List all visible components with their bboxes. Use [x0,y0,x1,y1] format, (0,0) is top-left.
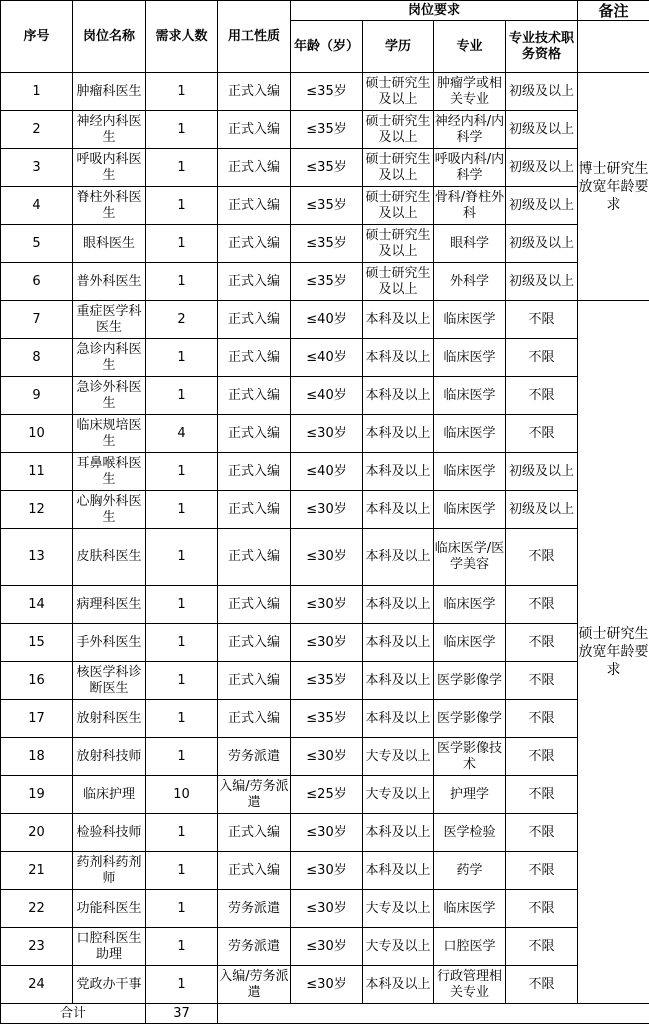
position-name-cell: 功能科医生 [73,890,146,928]
headcount-cell: 1 [146,814,218,852]
professional-title-cell: 初级及以上 [506,491,578,529]
headcount-cell: 10 [146,776,218,814]
education-cell: 硕士研究生及以上 [363,149,434,187]
major-cell: 临床医学 [434,491,506,529]
age-cell: ≤40岁 [291,453,363,491]
major-cell: 临床医学/医学美容 [434,529,506,586]
seq-cell: 22 [1,890,73,928]
position-name-cell: 心胸外科医生 [73,491,146,529]
professional-title-cell: 不限 [506,814,578,852]
professional-title-cell: 不限 [506,339,578,377]
table-row [1,738,649,776]
education-cell: 大专及以上 [363,776,434,814]
education-cell: 本科及以上 [363,852,434,890]
table-row [1,111,649,149]
age-cell: ≤30岁 [291,491,363,529]
header-requirements: 岗位要求 [291,1,578,21]
headcount-cell: 1 [146,377,218,415]
age-cell: ≤35岁 [291,187,363,225]
headcount-cell: 1 [146,491,218,529]
age-cell: ≤30岁 [291,928,363,966]
education-cell: 硕士研究生及以上 [363,225,434,263]
major-cell: 医学影像技术 [434,738,506,776]
employment-type-cell: 正式入编 [218,263,291,301]
major-cell: 骨科/脊柱外科 [434,187,506,225]
major-cell: 行政管理相关专业 [434,966,506,1004]
total-empty [218,1004,649,1024]
education-cell: 本科及以上 [363,700,434,738]
total-label: 合计 [1,1004,146,1024]
header-headcount: 需求人数 [146,1,218,73]
position-name-cell: 放射科技师 [73,738,146,776]
seq-cell: 9 [1,377,73,415]
seq-cell: 18 [1,738,73,776]
professional-title-cell: 不限 [506,529,578,586]
age-cell: ≤30岁 [291,890,363,928]
headcount-cell: 1 [146,529,218,586]
age-cell: ≤35岁 [291,225,363,263]
position-name-cell: 药剂科药剂师 [73,852,146,890]
seq-cell: 7 [1,301,73,339]
education-cell: 硕士研究生及以上 [363,73,434,111]
headcount-cell: 1 [146,263,218,301]
professional-title-cell: 不限 [506,415,578,453]
headcount-cell: 1 [146,624,218,662]
position-name-cell: 急诊外科医生 [73,377,146,415]
table-row [1,377,649,415]
professional-title-cell: 不限 [506,776,578,814]
position-name-cell: 肿瘤科医生 [73,73,146,111]
age-cell: ≤25岁 [291,776,363,814]
headcount-cell: 1 [146,339,218,377]
professional-title-cell: 初级及以上 [506,111,578,149]
professional-title-cell: 不限 [506,586,578,624]
employment-type-cell: 正式入编 [218,586,291,624]
seq-cell: 20 [1,814,73,852]
header-employment-type: 用工性质 [218,1,291,73]
table-row [1,624,649,662]
age-cell: ≤35岁 [291,149,363,187]
professional-title-cell: 初级及以上 [506,263,578,301]
position-name-cell: 临床护理 [73,776,146,814]
headcount-cell: 1 [146,852,218,890]
header-position-name: 岗位名称 [73,1,146,73]
table-row [1,662,649,700]
professional-title-cell: 不限 [506,966,578,1004]
education-cell: 大专及以上 [363,928,434,966]
professional-title-cell: 初级及以上 [506,453,578,491]
employment-type-cell: 正式入编 [218,339,291,377]
professional-title-cell: 不限 [506,890,578,928]
position-name-cell: 耳鼻喉科医生 [73,453,146,491]
headcount-cell: 1 [146,149,218,187]
table-row [1,187,649,225]
table-row [1,301,649,339]
position-name-cell: 放射科医生 [73,700,146,738]
professional-title-cell: 不限 [506,662,578,700]
major-cell: 临床医学 [434,301,506,339]
professional-title-cell: 不限 [506,624,578,662]
position-name-cell: 神经内科医生 [73,111,146,149]
age-cell: ≤35岁 [291,700,363,738]
header-education: 学历 [363,21,434,73]
headcount-cell: 1 [146,453,218,491]
headcount-cell: 1 [146,662,218,700]
professional-title-cell: 初级及以上 [506,149,578,187]
major-cell: 临床医学 [434,339,506,377]
seq-cell: 3 [1,149,73,187]
seq-cell: 24 [1,966,73,1004]
table-row [1,149,649,187]
major-cell: 护理学 [434,776,506,814]
employment-type-cell: 劳务派遣 [218,890,291,928]
position-name-cell: 病理科医生 [73,586,146,624]
headcount-cell: 1 [146,586,218,624]
employment-type-cell: 正式入编 [218,852,291,890]
table-row [1,529,649,586]
position-name-cell: 普外科医生 [73,263,146,301]
table-row [1,928,649,966]
table-row [1,966,649,1004]
employment-type-cell: 劳务派遣 [218,738,291,776]
professional-title-cell: 初级及以上 [506,225,578,263]
major-cell: 临床医学 [434,453,506,491]
education-cell: 本科及以上 [363,453,434,491]
age-cell: ≤30岁 [291,415,363,453]
seq-cell: 15 [1,624,73,662]
age-cell: ≤30岁 [291,738,363,776]
major-cell: 眼科学 [434,225,506,263]
employment-type-cell: 入编/劳务派遣 [218,776,291,814]
table-row [1,263,649,301]
position-name-cell: 核医学科诊断医生 [73,662,146,700]
position-name-cell: 呼吸内科医生 [73,149,146,187]
professional-title-cell: 不限 [506,738,578,776]
age-cell: ≤30岁 [291,814,363,852]
seq-cell: 8 [1,339,73,377]
header-professional-title: 专业技术职务资格 [506,21,578,73]
seq-cell: 23 [1,928,73,966]
age-cell: ≤40岁 [291,377,363,415]
employment-type-cell: 正式入编 [218,377,291,415]
age-cell: ≤40岁 [291,339,363,377]
headcount-cell: 1 [146,890,218,928]
age-cell: ≤30岁 [291,529,363,586]
table-row [1,700,649,738]
employment-type-cell: 正式入编 [218,491,291,529]
position-name-cell: 口腔科医生助理 [73,928,146,966]
major-cell: 临床医学 [434,415,506,453]
employment-type-cell: 正式入编 [218,301,291,339]
headcount-cell: 1 [146,187,218,225]
employment-type-cell: 正式入编 [218,700,291,738]
headcount-cell: 1 [146,928,218,966]
headcount-cell: 2 [146,301,218,339]
major-cell: 医学检验 [434,814,506,852]
header-row-1 [1,1,649,21]
education-cell: 大专及以上 [363,738,434,776]
education-cell: 硕士研究生及以上 [363,111,434,149]
position-name-cell: 手外科医生 [73,624,146,662]
table-row [1,586,649,624]
seq-cell: 21 [1,852,73,890]
header-major: 专业 [434,21,506,73]
age-cell: ≤35岁 [291,662,363,700]
seq-cell: 5 [1,225,73,263]
note-phd: 博士研究生放宽年龄要求 [578,73,649,301]
seq-cell: 4 [1,187,73,225]
major-cell: 肿瘤学或相关专业 [434,73,506,111]
employment-type-cell: 劳务派遣 [218,928,291,966]
employment-type-cell: 正式入编 [218,415,291,453]
major-cell: 医学影像学 [434,662,506,700]
table-row [1,453,649,491]
headcount-cell: 1 [146,700,218,738]
table-row [1,852,649,890]
total-row [1,1004,649,1024]
seq-cell: 1 [1,73,73,111]
professional-title-cell: 不限 [506,700,578,738]
table-row [1,890,649,928]
employment-type-cell: 正式入编 [218,662,291,700]
major-cell: 临床医学 [434,377,506,415]
seq-cell: 11 [1,453,73,491]
education-cell: 硕士研究生及以上 [363,187,434,225]
position-name-cell: 眼科医生 [73,225,146,263]
table-row [1,415,649,453]
employment-type-cell: 入编/劳务派遣 [218,966,291,1004]
seq-cell: 13 [1,529,73,586]
employment-type-cell: 正式入编 [218,225,291,263]
position-name-cell: 脊柱外科医生 [73,187,146,225]
education-cell: 本科及以上 [363,415,434,453]
header-note: 备注 [578,1,649,21]
professional-title-cell: 不限 [506,301,578,339]
note-master: 硕士研究生放宽年龄要求 [578,301,649,1004]
education-cell: 本科及以上 [363,529,434,586]
age-cell: ≤30岁 [291,624,363,662]
seq-cell: 16 [1,662,73,700]
employment-type-cell: 正式入编 [218,73,291,111]
age-cell: ≤30岁 [291,852,363,890]
headcount-cell: 1 [146,738,218,776]
headcount-cell: 1 [146,225,218,263]
major-cell: 口腔医学 [434,928,506,966]
seq-cell: 14 [1,586,73,624]
major-cell: 外科学 [434,263,506,301]
age-cell: ≤30岁 [291,586,363,624]
employment-type-cell: 正式入编 [218,149,291,187]
major-cell: 呼吸内科/内科学 [434,149,506,187]
position-name-cell: 检验科技师 [73,814,146,852]
position-name-cell: 皮肤科医生 [73,529,146,586]
age-cell: ≤35岁 [291,73,363,111]
employment-type-cell: 正式入编 [218,187,291,225]
employment-type-cell: 正式入编 [218,111,291,149]
professional-title-cell: 不限 [506,928,578,966]
table-row [1,73,649,111]
headcount-cell: 4 [146,415,218,453]
employment-type-cell: 正式入编 [218,529,291,586]
header-age: 年龄（岁） [291,21,363,73]
table-row [1,339,649,377]
total-value: 37 [146,1004,218,1024]
seq-cell: 6 [1,263,73,301]
education-cell: 硕士研究生及以上 [363,263,434,301]
professional-title-cell: 不限 [506,852,578,890]
position-name-cell: 党政办干事 [73,966,146,1004]
header-seq: 序号 [1,1,73,73]
seq-cell: 12 [1,491,73,529]
major-cell: 临床医学 [434,624,506,662]
major-cell: 神经内科/内科学 [434,111,506,149]
education-cell: 本科及以上 [363,814,434,852]
education-cell: 本科及以上 [363,662,434,700]
age-cell: ≤40岁 [291,301,363,339]
table-row [1,491,649,529]
professional-title-cell: 初级及以上 [506,187,578,225]
education-cell: 本科及以上 [363,624,434,662]
age-cell: ≤35岁 [291,263,363,301]
education-cell: 大专及以上 [363,890,434,928]
seq-cell: 17 [1,700,73,738]
employment-type-cell: 正式入编 [218,624,291,662]
seq-cell: 10 [1,415,73,453]
major-cell: 临床医学 [434,890,506,928]
seq-cell: 2 [1,111,73,149]
table-row [1,776,649,814]
position-name-cell: 临床规培医生 [73,415,146,453]
major-cell: 药学 [434,852,506,890]
education-cell: 本科及以上 [363,339,434,377]
education-cell: 本科及以上 [363,586,434,624]
education-cell: 本科及以上 [363,491,434,529]
education-cell: 本科及以上 [363,301,434,339]
education-cell: 本科及以上 [363,966,434,1004]
major-cell: 临床医学 [434,586,506,624]
headcount-cell: 1 [146,111,218,149]
age-cell: ≤30岁 [291,966,363,1004]
age-cell: ≤35岁 [291,111,363,149]
table-row [1,814,649,852]
professional-title-cell: 不限 [506,377,578,415]
position-name-cell: 重症医学科医生 [73,301,146,339]
headcount-cell: 1 [146,966,218,1004]
employment-type-cell: 正式入编 [218,814,291,852]
education-cell: 本科及以上 [363,377,434,415]
position-name-cell: 急诊内科医生 [73,339,146,377]
major-cell: 医学影像学 [434,700,506,738]
employment-type-cell: 正式入编 [218,453,291,491]
seq-cell: 19 [1,776,73,814]
table-row [1,225,649,263]
headcount-cell: 1 [146,73,218,111]
professional-title-cell: 初级及以上 [506,73,578,111]
